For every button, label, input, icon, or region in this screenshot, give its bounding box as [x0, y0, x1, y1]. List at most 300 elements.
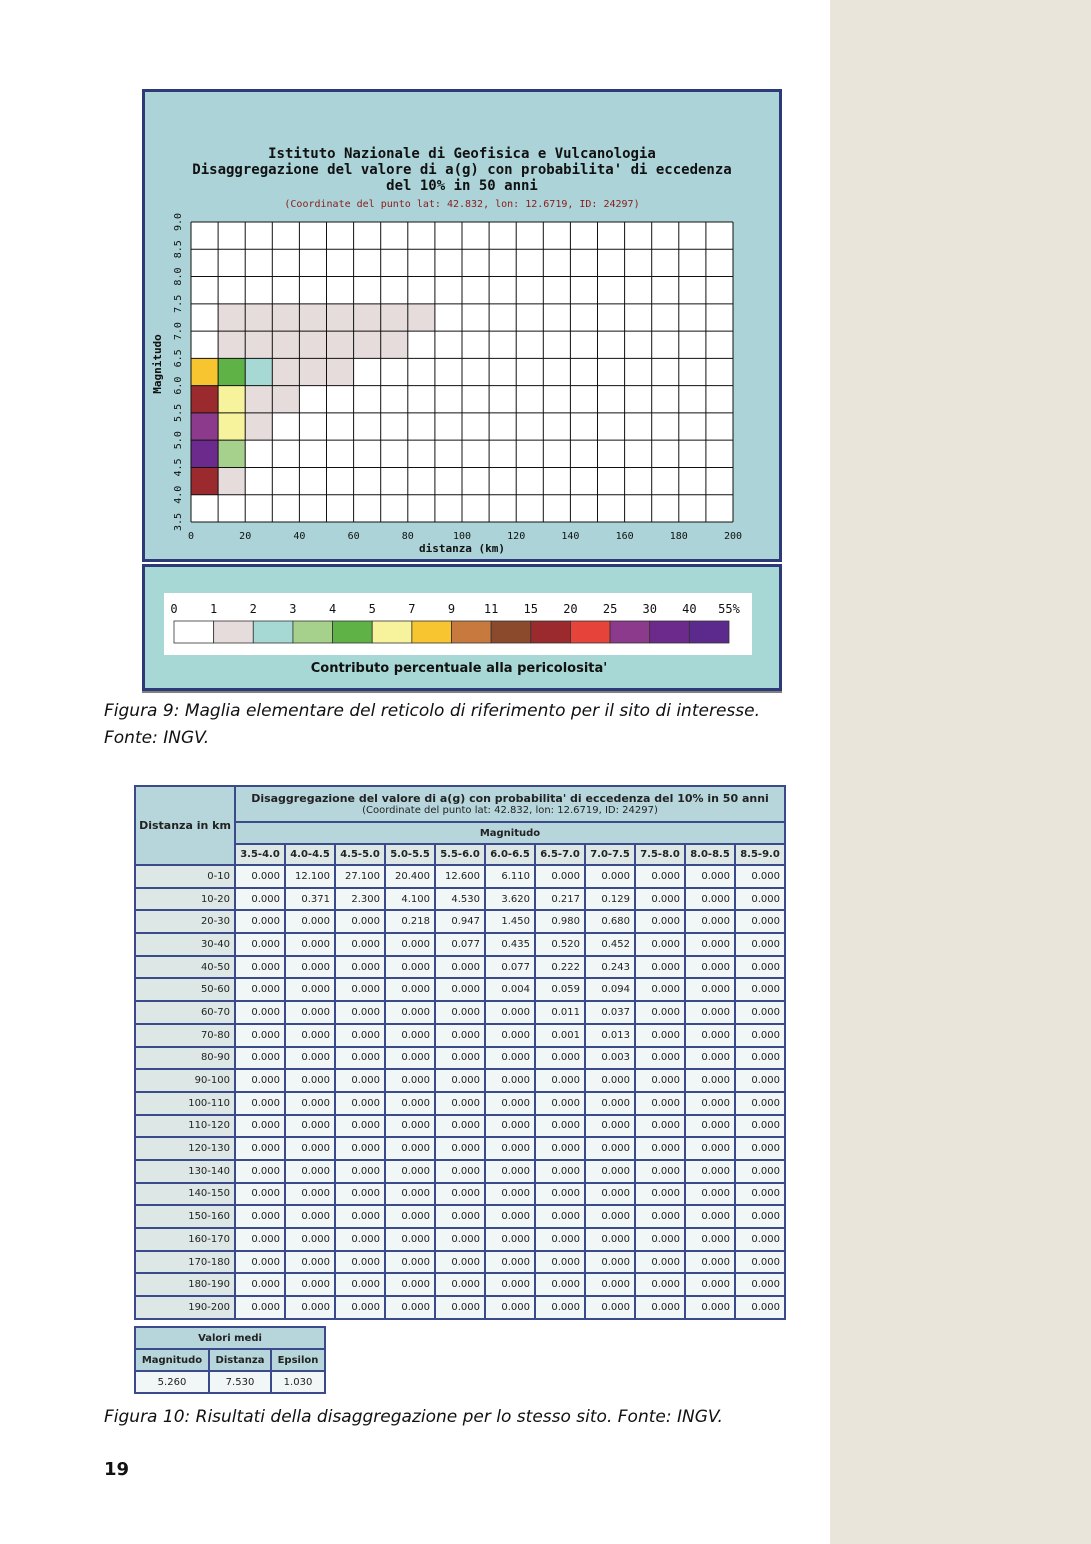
value-cell: 0.000: [635, 1024, 685, 1047]
value-cell: 0.000: [735, 978, 785, 1001]
value-cell: 0.000: [685, 1137, 735, 1160]
value-cell: 27.100: [335, 865, 385, 888]
value-cell: 0.000: [235, 1115, 285, 1138]
value-cell: 0.000: [235, 956, 285, 979]
table-row: [135, 1296, 785, 1319]
value-cell: 0.000: [285, 1115, 335, 1138]
value-cell: 0.452: [585, 933, 635, 956]
value-cell: 0.000: [335, 1251, 385, 1274]
heatmap-cell: [299, 304, 326, 331]
value-cell: 0.000: [385, 978, 435, 1001]
legend-label: 11: [483, 602, 499, 616]
value-cell: 0.000: [635, 978, 685, 1001]
means-table: [134, 1326, 326, 1394]
value-cell: 0.000: [735, 1160, 785, 1183]
value-cell: 0.000: [235, 1205, 285, 1228]
value-cell: 0.077: [485, 956, 535, 979]
legend-scale: [164, 593, 752, 655]
heatmap-cell: [218, 331, 245, 358]
disaggregation-table: [134, 785, 786, 1320]
value-cell: 0.000: [635, 1273, 685, 1296]
value-cell: 0.000: [435, 1024, 485, 1047]
value-cell: 0.000: [235, 1024, 285, 1047]
table-row: [135, 1137, 785, 1160]
legend-swatch: [610, 621, 650, 643]
figure-rule: [142, 691, 782, 693]
value-cell: 0.000: [385, 1183, 435, 1206]
value-cell: 0.000: [635, 1183, 685, 1206]
table-row: [135, 1024, 785, 1047]
value-cell: 0.000: [635, 1047, 685, 1070]
heatmap-cell: [191, 413, 218, 440]
value-cell: 0.000: [735, 1296, 785, 1319]
table-row: [135, 1001, 785, 1024]
heatmap-cell: [245, 331, 272, 358]
value-cell: 0.000: [235, 1160, 285, 1183]
legend-label: 40: [682, 602, 697, 616]
y-tick-label: 8.5: [173, 240, 184, 259]
chart-panel: [142, 89, 782, 562]
value-cell: 0.000: [585, 1092, 635, 1115]
figure-9-caption-line1: Figura 9: Maglia elementare del reticolo di riferimento per il sito di interesse.: [104, 701, 760, 721]
value-cell: 12.100: [285, 865, 335, 888]
value-cell: 0.000: [685, 1115, 735, 1138]
value-cell: 20.400: [385, 865, 435, 888]
value-cell: 0.000: [735, 1047, 785, 1070]
legend-swatch: [531, 621, 571, 643]
value-cell: 0.000: [735, 1273, 785, 1296]
x-tick-label: 120: [507, 531, 526, 542]
value-cell: 0.003: [585, 1047, 635, 1070]
magnitude-column-header: 4.5-5.0: [335, 844, 385, 865]
value-cell: 0.000: [335, 910, 385, 933]
value-cell: 0.000: [535, 1160, 585, 1183]
table-title-cell: [235, 786, 785, 822]
value-cell: 0.243: [585, 956, 635, 979]
legend-swatch: [333, 621, 373, 643]
value-cell: 0.000: [485, 1251, 535, 1274]
value-cell: 0.000: [235, 910, 285, 933]
value-cell: 0.000: [535, 1183, 585, 1206]
value-cell: 0.000: [235, 978, 285, 1001]
value-cell: 0.000: [585, 1228, 635, 1251]
value-cell: 0.000: [385, 1115, 435, 1138]
value-cell: 6.110: [485, 865, 535, 888]
distance-cell: 190-200: [135, 1296, 235, 1319]
value-cell: 0.000: [235, 1092, 285, 1115]
distance-cell: 0-10: [135, 865, 235, 888]
heatmap-cell: [408, 304, 435, 331]
value-cell: 0.000: [335, 1160, 385, 1183]
figure-9-caption: [104, 698, 760, 752]
value-cell: 0.000: [685, 1273, 735, 1296]
value-cell: 0.000: [235, 888, 285, 911]
value-cell: 0.000: [285, 1183, 335, 1206]
chart-title-line1: Istituto Nazionale di Geofisica e Vulcanologia: [268, 146, 656, 162]
heatmap-cell: [191, 386, 218, 413]
table-row: [135, 1047, 785, 1070]
magnitude-column-header: 6.0-6.5: [485, 844, 535, 865]
y-tick-label: 5.5: [173, 403, 184, 422]
heatmap-cell: [245, 413, 272, 440]
legend-label: 0: [170, 602, 178, 616]
value-cell: 0.000: [235, 1137, 285, 1160]
value-cell: 0.000: [635, 1001, 685, 1024]
value-cell: 0.000: [685, 1205, 735, 1228]
figure-9-caption-line2: Fonte: INGV.: [104, 728, 210, 748]
table-row: [135, 1115, 785, 1138]
disaggregation-table-wrap: [134, 785, 786, 1320]
value-cell: 0.000: [335, 1092, 385, 1115]
legend-label: 1: [210, 602, 218, 616]
value-cell: 0.000: [235, 1251, 285, 1274]
y-tick-label: 6.5: [173, 349, 184, 368]
value-cell: 0.000: [435, 1205, 485, 1228]
value-cell: 0.000: [435, 1251, 485, 1274]
heatmap-cell: [218, 467, 245, 494]
value-cell: 0.000: [585, 1115, 635, 1138]
legend-label: 15: [523, 602, 539, 616]
value-cell: 0.000: [285, 1137, 335, 1160]
value-cell: 0.000: [635, 1205, 685, 1228]
heatmap-cell: [354, 304, 381, 331]
value-cell: 0.000: [635, 1296, 685, 1319]
x-tick-label: 0: [187, 531, 195, 542]
value-cell: 0.000: [235, 1296, 285, 1319]
value-cell: 0.000: [285, 1273, 335, 1296]
value-cell: 0.000: [735, 1228, 785, 1251]
value-cell: 0.000: [735, 1092, 785, 1115]
value-cell: 0.000: [285, 1001, 335, 1024]
heatmap-cell: [218, 413, 245, 440]
distance-cell: 100-110: [135, 1092, 235, 1115]
value-cell: 0.000: [535, 1251, 585, 1274]
value-cell: 0.000: [685, 1047, 735, 1070]
value-cell: 0.000: [635, 1251, 685, 1274]
magnitude-column-header: 7.0-7.5: [585, 844, 635, 865]
value-cell: 0.000: [735, 1001, 785, 1024]
magnitude-column-header: 8.0-8.5: [685, 844, 735, 865]
value-cell: 0.000: [435, 1273, 485, 1296]
value-cell: 0.000: [385, 1205, 435, 1228]
distance-cell: 130-140: [135, 1160, 235, 1183]
value-cell: 0.000: [285, 1092, 335, 1115]
means-header-magnitudo: Magnitudo: [135, 1349, 209, 1371]
distance-cell: 50-60: [135, 978, 235, 1001]
value-cell: 0.000: [485, 1205, 535, 1228]
value-cell: 0.000: [735, 1137, 785, 1160]
value-cell: 0.000: [335, 1047, 385, 1070]
value-cell: 0.000: [335, 1024, 385, 1047]
table-row: [135, 978, 785, 1001]
heatmap-cell: [327, 358, 354, 385]
value-cell: 3.620: [485, 888, 535, 911]
value-cell: 0.000: [385, 1069, 435, 1092]
value-cell: 0.000: [735, 1251, 785, 1274]
value-cell: 0.000: [585, 1205, 635, 1228]
value-cell: 0.000: [535, 1092, 585, 1115]
value-cell: 0.000: [385, 1296, 435, 1319]
value-cell: 0.371: [285, 888, 335, 911]
page-margin-band: [830, 0, 1091, 1544]
legend-swatch: [214, 621, 254, 643]
y-tick-label: 3.5: [173, 512, 184, 532]
legend-swatch: [174, 621, 214, 643]
value-cell: 0.000: [735, 1024, 785, 1047]
heatmap-cell: [381, 304, 408, 331]
value-cell: 0.222: [535, 956, 585, 979]
legend-swatch: [372, 621, 412, 643]
magnitude-group-header: Magnitudo: [235, 822, 785, 844]
row-header-distance: Distanza in km: [135, 786, 235, 865]
value-cell: 0.000: [635, 1069, 685, 1092]
value-cell: 0.000: [535, 1273, 585, 1296]
means-header-epsilon: Epsilon: [271, 1349, 325, 1371]
value-cell: 0.000: [485, 1137, 535, 1160]
distance-cell: 90-100: [135, 1069, 235, 1092]
value-cell: 0.980: [535, 910, 585, 933]
value-cell: 0.000: [685, 1251, 735, 1274]
magnitude-column-header: 7.5-8.0: [635, 844, 685, 865]
value-cell: 0.000: [335, 1115, 385, 1138]
means-table-wrap: [134, 1326, 326, 1394]
value-cell: 0.000: [435, 1296, 485, 1319]
value-cell: 0.000: [235, 1001, 285, 1024]
value-cell: 0.000: [685, 1092, 735, 1115]
value-cell: 0.000: [485, 1183, 535, 1206]
value-cell: 0.000: [285, 910, 335, 933]
value-cell: 0.000: [485, 1092, 535, 1115]
value-cell: 0.000: [385, 1137, 435, 1160]
y-tick-label: 4.5: [173, 458, 184, 477]
value-cell: 0.000: [685, 1160, 735, 1183]
y-tick-label: 4.0: [173, 485, 184, 504]
value-cell: 0.000: [685, 933, 735, 956]
value-cell: 0.000: [335, 1205, 385, 1228]
value-cell: 0.000: [535, 1228, 585, 1251]
value-cell: 0.520: [535, 933, 585, 956]
distance-cell: 20-30: [135, 910, 235, 933]
heatmap-cell: [218, 440, 245, 467]
x-tick-label: 60: [347, 531, 360, 542]
heatmap-cell: [245, 386, 272, 413]
x-tick-label: 80: [401, 531, 414, 542]
table-title: Disaggregazione del valore di a(g) con probabilita' di eccedenza del 10% in 50 anni: [251, 792, 769, 805]
value-cell: 0.000: [585, 865, 635, 888]
value-cell: 0.000: [335, 956, 385, 979]
legend-swatch: [412, 621, 452, 643]
value-cell: 0.000: [585, 1273, 635, 1296]
value-cell: 0.000: [535, 865, 585, 888]
value-cell: 0.000: [485, 1228, 535, 1251]
magnitude-column-header: 6.5-7.0: [535, 844, 585, 865]
value-cell: 0.000: [585, 1160, 635, 1183]
heatmap-cell: [327, 304, 354, 331]
legend-label: 20: [563, 602, 578, 616]
value-cell: 0.000: [435, 1047, 485, 1070]
heatmap-chart: [145, 202, 779, 562]
table-row: [135, 933, 785, 956]
value-cell: 0.059: [535, 978, 585, 1001]
value-cell: 0.000: [635, 865, 685, 888]
value-cell: 0.000: [285, 956, 335, 979]
heatmap-cell: [218, 358, 245, 385]
value-cell: 0.000: [685, 978, 735, 1001]
value-cell: 0.000: [335, 933, 385, 956]
value-cell: 0.000: [285, 1205, 335, 1228]
legend-label: 9: [447, 602, 456, 616]
magnitude-column-header: 3.5-4.0: [235, 844, 285, 865]
figure-10-caption: Figura 10: Risultati della disaggregazione per lo stesso sito. Fonte: INGV.: [104, 1407, 723, 1427]
distance-cell: 180-190: [135, 1273, 235, 1296]
value-cell: 0.000: [285, 933, 335, 956]
legend-label: 30: [642, 602, 657, 616]
value-cell: 0.000: [485, 1115, 535, 1138]
value-cell: 2.300: [335, 888, 385, 911]
legend-label: 3: [289, 602, 297, 616]
value-cell: 1.450: [485, 910, 535, 933]
value-cell: 0.000: [635, 910, 685, 933]
distance-cell: 60-70: [135, 1001, 235, 1024]
value-cell: 0.000: [685, 865, 735, 888]
value-cell: 0.000: [335, 1001, 385, 1024]
value-cell: 0.000: [235, 865, 285, 888]
means-header-distanza: Distanza: [209, 1349, 271, 1371]
heatmap-cell: [191, 440, 218, 467]
value-cell: 0.000: [535, 1115, 585, 1138]
value-cell: 0.000: [485, 1047, 535, 1070]
table-row: [135, 1228, 785, 1251]
value-cell: 0.000: [685, 1024, 735, 1047]
value-cell: 0.000: [385, 1228, 435, 1251]
heatmap-cell: [245, 358, 272, 385]
value-cell: 0.000: [635, 888, 685, 911]
table-row: [135, 1273, 785, 1296]
value-cell: 0.000: [235, 1069, 285, 1092]
distance-cell: 110-120: [135, 1115, 235, 1138]
value-cell: 0.000: [735, 1069, 785, 1092]
value-cell: 0.000: [585, 1296, 635, 1319]
distance-cell: 170-180: [135, 1251, 235, 1274]
value-cell: 0.094: [585, 978, 635, 1001]
value-cell: 0.000: [535, 1296, 585, 1319]
value-cell: 0.435: [485, 933, 535, 956]
value-cell: 0.000: [385, 1047, 435, 1070]
table-row: [135, 1251, 785, 1274]
value-cell: 0.000: [285, 978, 335, 1001]
legend-label: 25: [602, 602, 618, 616]
value-cell: 0.000: [235, 933, 285, 956]
value-cell: 0.000: [535, 1047, 585, 1070]
value-cell: 0.000: [385, 933, 435, 956]
value-cell: 0.218: [385, 910, 435, 933]
value-cell: 0.000: [285, 1160, 335, 1183]
legend-swatch: [452, 621, 492, 643]
value-cell: 0.000: [735, 910, 785, 933]
value-cell: 0.000: [635, 1092, 685, 1115]
legend-label: 55%: [718, 602, 740, 616]
value-cell: 0.000: [285, 1024, 335, 1047]
legend-swatch: [650, 621, 690, 643]
legend-swatch: [570, 621, 610, 643]
y-tick-label: 5.0: [173, 431, 184, 450]
value-cell: 0.000: [435, 1228, 485, 1251]
heatmap-cell: [299, 358, 326, 385]
y-tick-label: 8.0: [173, 267, 184, 286]
value-cell: 0.000: [685, 1001, 735, 1024]
value-cell: 0.000: [435, 978, 485, 1001]
legend-label: 7: [408, 602, 416, 616]
legend-swatch: [491, 621, 531, 643]
value-cell: 0.000: [435, 1001, 485, 1024]
heatmap-cell: [272, 331, 299, 358]
legend-label: 4: [328, 602, 337, 616]
magnitude-column-header: 5.5-6.0: [435, 844, 485, 865]
magnitude-column-header: 4.0-4.5: [285, 844, 335, 865]
heatmap-cell: [191, 467, 218, 494]
means-value-distanza: 7.530: [209, 1371, 271, 1393]
value-cell: 0.000: [285, 1069, 335, 1092]
x-tick-label: 100: [452, 531, 472, 542]
value-cell: 0.011: [535, 1001, 585, 1024]
value-cell: 0.000: [235, 1228, 285, 1251]
distance-cell: 150-160: [135, 1205, 235, 1228]
x-tick-label: 140: [561, 531, 580, 542]
table-row: [135, 888, 785, 911]
value-cell: 0.000: [735, 933, 785, 956]
value-cell: 0.000: [685, 1183, 735, 1206]
value-cell: 0.000: [285, 1296, 335, 1319]
value-cell: 0.000: [485, 1160, 535, 1183]
value-cell: 0.000: [485, 1296, 535, 1319]
heatmap-cell: [354, 331, 381, 358]
distance-cell: 140-150: [135, 1183, 235, 1206]
value-cell: 0.000: [235, 1047, 285, 1070]
heatmap-cell: [272, 358, 299, 385]
value-cell: 0.000: [685, 1069, 735, 1092]
value-cell: 0.000: [735, 1115, 785, 1138]
value-cell: 0.004: [485, 978, 535, 1001]
means-value-epsilon: 1.030: [271, 1371, 325, 1393]
distance-cell: 40-50: [135, 956, 235, 979]
value-cell: 0.000: [385, 1273, 435, 1296]
table-row: [135, 1092, 785, 1115]
value-cell: 0.000: [335, 1069, 385, 1092]
value-cell: 0.000: [635, 1137, 685, 1160]
value-cell: 0.000: [535, 1205, 585, 1228]
heatmap-cell: [272, 386, 299, 413]
table-row: [135, 1205, 785, 1228]
legend-label: 5: [368, 602, 376, 616]
value-cell: 0.000: [435, 1069, 485, 1092]
chart-title-line3: del 10% in 50 anni: [386, 178, 538, 194]
table-row: [135, 1183, 785, 1206]
value-cell: 0.000: [335, 1273, 385, 1296]
value-cell: 0.000: [235, 1183, 285, 1206]
value-cell: 0.013: [585, 1024, 635, 1047]
heatmap-cell: [191, 358, 218, 385]
value-cell: 0.217: [535, 888, 585, 911]
heatmap-cell: [218, 304, 245, 331]
legend-swatch: [689, 621, 729, 643]
x-axis-label: distanza (km): [418, 542, 506, 555]
value-cell: 0.129: [585, 888, 635, 911]
value-cell: 0.000: [635, 956, 685, 979]
table-row: [135, 1069, 785, 1092]
table-row: [135, 910, 785, 933]
value-cell: 0.000: [385, 1092, 435, 1115]
value-cell: 0.000: [435, 1092, 485, 1115]
